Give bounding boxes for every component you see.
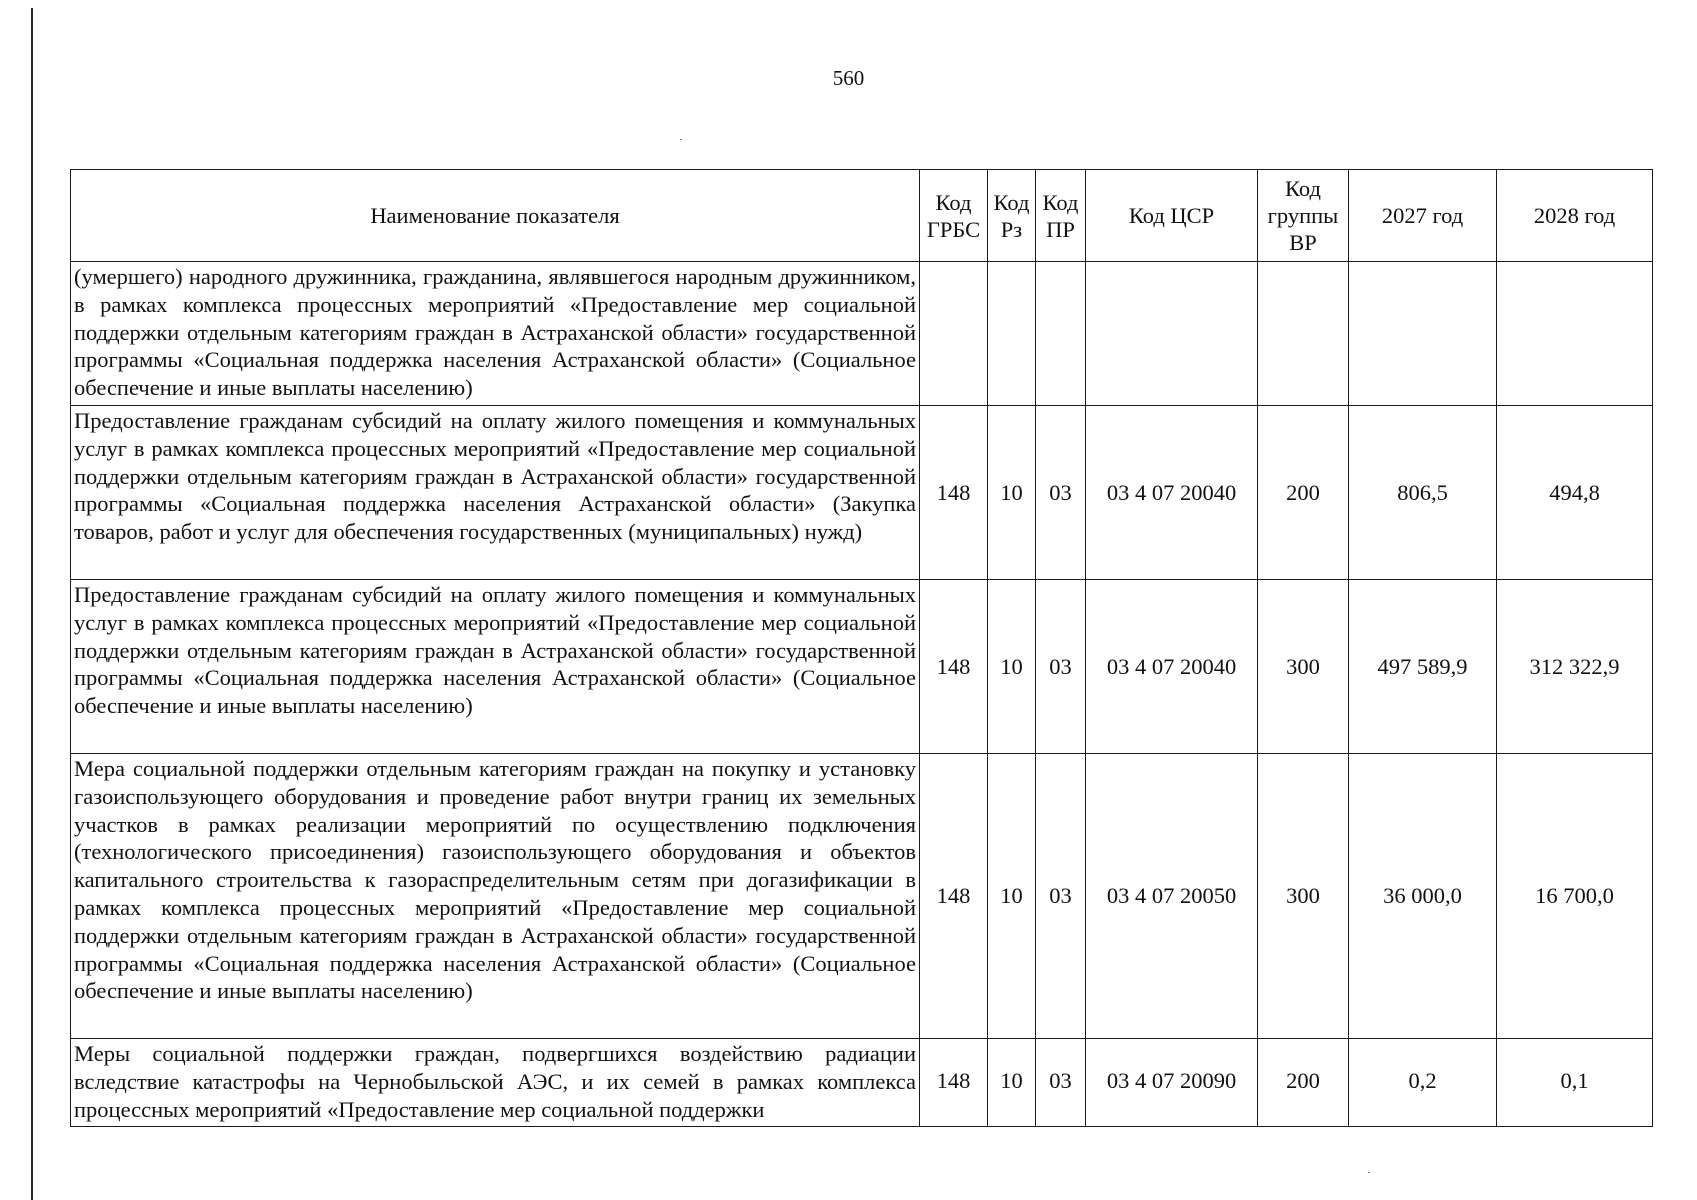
header-grbs: Код ГРБС [920,170,988,262]
scan-speck [1368,1172,1370,1173]
row-rz: 10 [988,580,1036,754]
header-2028: 2028 год [1497,170,1653,262]
row-csr [1086,262,1258,406]
row-2027: 806,5 [1349,406,1497,580]
row-vr: 300 [1258,580,1349,754]
budget-table [70,169,1653,1127]
row-grbs: 148 [920,580,988,754]
header-vr: Код группы ВР [1258,170,1349,262]
row-grbs: 148 [920,406,988,580]
table-header-row [71,170,1653,262]
row-csr: 03 4 07 20040 [1086,406,1258,580]
row-grbs [920,262,988,406]
table-row [71,406,1653,580]
row-grbs: 148 [920,754,988,1039]
row-2028: 16 700,0 [1497,754,1653,1039]
binding-line [31,8,33,1200]
header-rz: Код Рз [988,170,1036,262]
table-row [71,1039,1653,1127]
row-grbs: 148 [920,1039,988,1127]
row-csr: 03 4 07 20040 [1086,580,1258,754]
row-pr [1036,262,1086,406]
row-2027: 497 589,9 [1349,580,1497,754]
scan-speck [680,139,682,140]
row-2027: 0,2 [1349,1039,1497,1127]
row-pr: 03 [1036,406,1086,580]
row-vr: 200 [1258,1039,1349,1127]
row-name: (умершего) народного дружинника, гражданина, являвшегося народным дружинником, в рамках комплекса процессных мероприятий «Предоставление мер социальной поддержки отдельным категориям граждан в Астраханской области» государственной программы «Социальная поддержка населения Астраханской области» (Социальное обеспечение и иные выплаты населению) [71,262,920,406]
row-rz: 10 [988,1039,1036,1127]
row-csr: 03 4 07 20090 [1086,1039,1258,1127]
row-rz: 10 [988,406,1036,580]
row-2028: 312 322,9 [1497,580,1653,754]
header-2027: 2027 год [1349,170,1497,262]
row-pr: 03 [1036,580,1086,754]
row-pr: 03 [1036,754,1086,1039]
row-2028: 494,8 [1497,406,1653,580]
row-vr: 300 [1258,754,1349,1039]
row-rz: 10 [988,754,1036,1039]
row-2027 [1349,262,1497,406]
row-csr: 03 4 07 20050 [1086,754,1258,1039]
row-2028: 0,1 [1497,1039,1653,1127]
row-vr: 200 [1258,406,1349,580]
table-row [71,262,1653,406]
row-2028 [1497,262,1653,406]
page-number: 560 [832,66,865,90]
header-csr: Код ЦСР [1086,170,1258,262]
table-row [71,754,1653,1039]
row-name: Предоставление гражданам субсидий на оплату жилого помещения и коммунальных услуг в рамках комплекса процессных мероприятий «Предоставление мер социальной поддержки отдельным категориям граждан в Астраханской области» государственной программы «Социальная поддержка населения Астраханской области» (Закупка товаров, работ и услуг для обеспечения государственных (муниципальных) нужд) [71,406,920,580]
row-2027: 36 000,0 [1349,754,1497,1039]
row-vr [1258,262,1349,406]
header-name: Наименование показателя [71,170,920,262]
row-name: Мера социальной поддержки отдельным категориям граждан на покупку и установку газоиспользующего оборудования и проведение работ внутри границ их земельных участков в рамках реализации мероприятий по осуществлению подключения (технологического присоединения) газоиспользующего оборудования и объектов капитального строительства к газораспределительным сетям при догазификации в рамках комплекса процессных мероприятий «Предоставление мер социальной поддержки отдельным категориям граждан в Астраханской области» государственной программы «Социальная поддержка населения Астраханской области» (Социальное обеспечение и иные выплаты населению) [71,754,920,1039]
row-rz [988,262,1036,406]
table-row [71,580,1653,754]
row-name: Меры социальной поддержки граждан, подвергшихся воздействию радиации вследствие катастрофы на Чернобыльской АЭС, и их семей в рамках комплекса процессных мероприятий «Предоставление мер социальной поддержки [71,1039,920,1127]
header-pr: Код ПР [1036,170,1086,262]
row-pr: 03 [1036,1039,1086,1127]
row-name: Предоставление гражданам субсидий на оплату жилого помещения и коммунальных услуг в рамках комплекса процессных мероприятий «Предоставление мер социальной поддержки отдельным категориям граждан в Астраханской области» государственной программы «Социальная поддержка населения Астраханской области» (Социальное обеспечение и иные выплаты населению) [71,580,920,754]
